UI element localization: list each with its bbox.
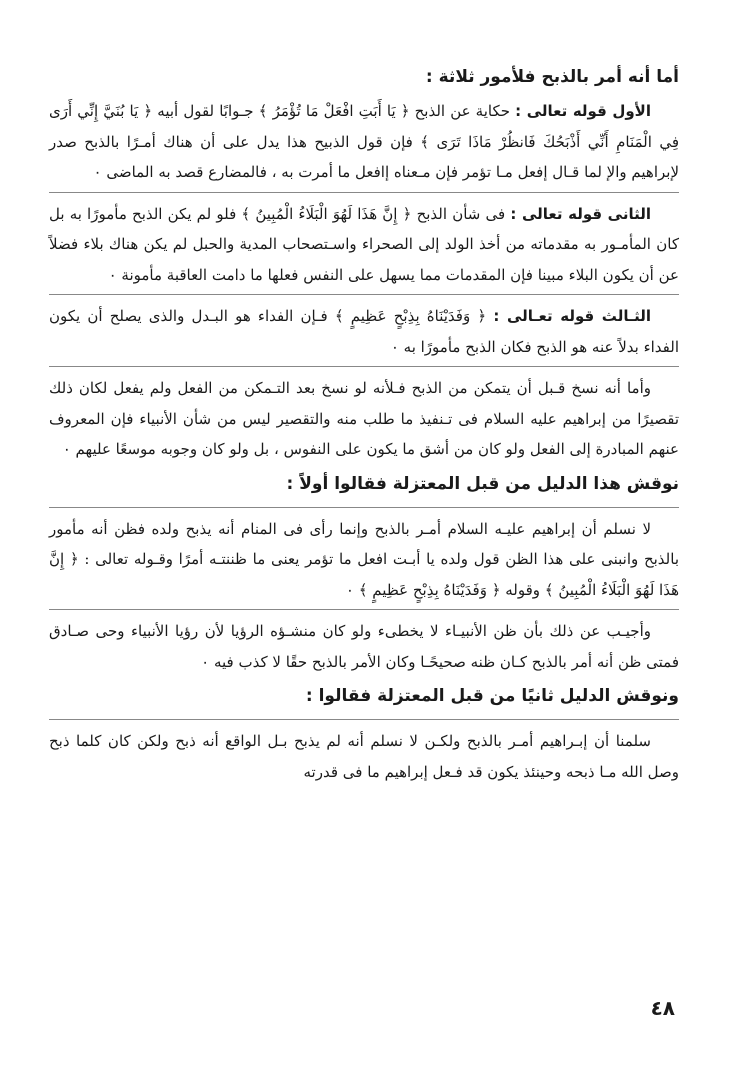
paragraph: وأجيـب عن ذلك بأن ظن الأنبيـاء لا يخطىء ولو كان منشـؤه الرؤيا لأن رؤيا الأنبياء وحى صـادق فمتى ظن أنه أمر بالذبح كـان ظنه صحيحًـا وكان الأمر بالذبح حقًا لا كذب فيه ٠ [49,622,679,671]
paragraph-text: ﴿ وَفَدَيْنَاهُ بِذِبْحٍ عَظِيمٍ ﴾ فـإن الفداء هو البـدل والذى يصلح أن يكون الفداء بدلاً عنه هو الذبح فكان الذبح مأمورًا به ٠ [49,307,679,356]
page-body [49,58,679,787]
paragraph: سلمنا أن إبـراهيم أمـر بالذبح ولكـن لا نسلم أنه لم يذبح بـل الواقع أنه ذبح ولكن كان كلما ذبح وصل الله مـا ذبحه وحينئذ يكون قد فـعل إبراهيم ما فى قدرته [49,732,679,781]
paragraph: لا نسلم أن إبراهيم عليـه السلام أمـر بالذبح وإنما رأى فى المنام أنه يذبح ولده فظن أنه مأمور بالذبح وانبنى على هذا الظن قول ولده يا أبـت افعل ما تؤمر يعنى ما ظننتـه أمرًا وقـوله تعالى : ﴿ إِنَّ هَذَا لَهُوَ الْبَلَاءُ الْمُبِينُ ﴾ وقوله ﴿ وَفَدَيْنَاهُ بِذِبْحٍ عَظِيمٍ ﴾ ٠ [49,519,679,599]
paragraph [49,301,679,362]
divider [49,294,679,295]
section-heading: نوقش هذا الدليل من قبل المعتزلة فقالوا أولاً : [286,473,679,494]
paragraph-text: فى شأن الذبح ﴿ إِنَّ هَذَا لَهُوَ الْبَلَاءُ الْمُبِينُ ﴾ فلو لم يكن الذبح مأمورًا به بل كان المأمـور به مقدماته من أخذ الولد إلى الصحراء واسـتصحاب المدية والحبل لم يكن هناك بلاء فضلاً عن أن يكون البلاء مبينا فإن المقدمات مما يسهل على النفس فعلها ما دامت العاقبة مأمونة ٠ [49,204,679,284]
divider [49,609,679,610]
divider [49,719,679,720]
paragraph: وأما أنه نسخ قـبل أن يتمكن من الذبح فـلأنه لو نسخ بعد التـمكن من الفعل ولم يفعل لكان ذلك تقصيرًا من إبراهيم عليه السلام فى تـنفيذ ما طلب منه والتقصير ليس من شأن الأنبياء فإن المعروف عنهم المبادرة إلى الفعل ولو كان من أشق ما يكون على النفوس ، بل ولو كان وجوبه موسعًا عليهم ٠ [49,379,679,458]
paragraph-lead: الثانى قوله تعالى : [510,204,651,223]
paragraph [49,199,679,291]
paragraph-lead: الثـالث قوله تعـالى : [493,307,651,325]
paragraph-lead: الأول قوله تعالى : [515,102,651,120]
paragraph [49,96,679,188]
divider [49,192,679,193]
divider [49,366,679,367]
section-heading: أما أنه أمر بالذبح فلأمور ثلاثة : [425,67,679,87]
section-heading: ونوقش الدليل ثانيًا من قبل المعتزلة فقالوا : [305,686,679,706]
divider [49,507,679,508]
page-number: ٤٨ [650,996,675,1020]
paragraph-text: حكاية عن الذبح ﴿ يَا أَبَتِ افْعَلْ مَا تُؤْمَرُ ﴾ جـوابًا لقول أبيه ﴿ يَا بُنَيَّ إِنِّي أَرَى فِي الْمَنَامِ أَنِّي أَذْبَحُكَ فَانظُرْ مَاذَا تَرَى ﴾ فإن قول الذبيح هذا يدل على أن هناك أمـرًا بالذبح صدر لإبراهيم والإ لما قـال إفعل مـا تؤمر فإن مـعناه إافعل ما أمرت به ، فالمضارع قصد به الماضى ٠ [49,102,679,181]
